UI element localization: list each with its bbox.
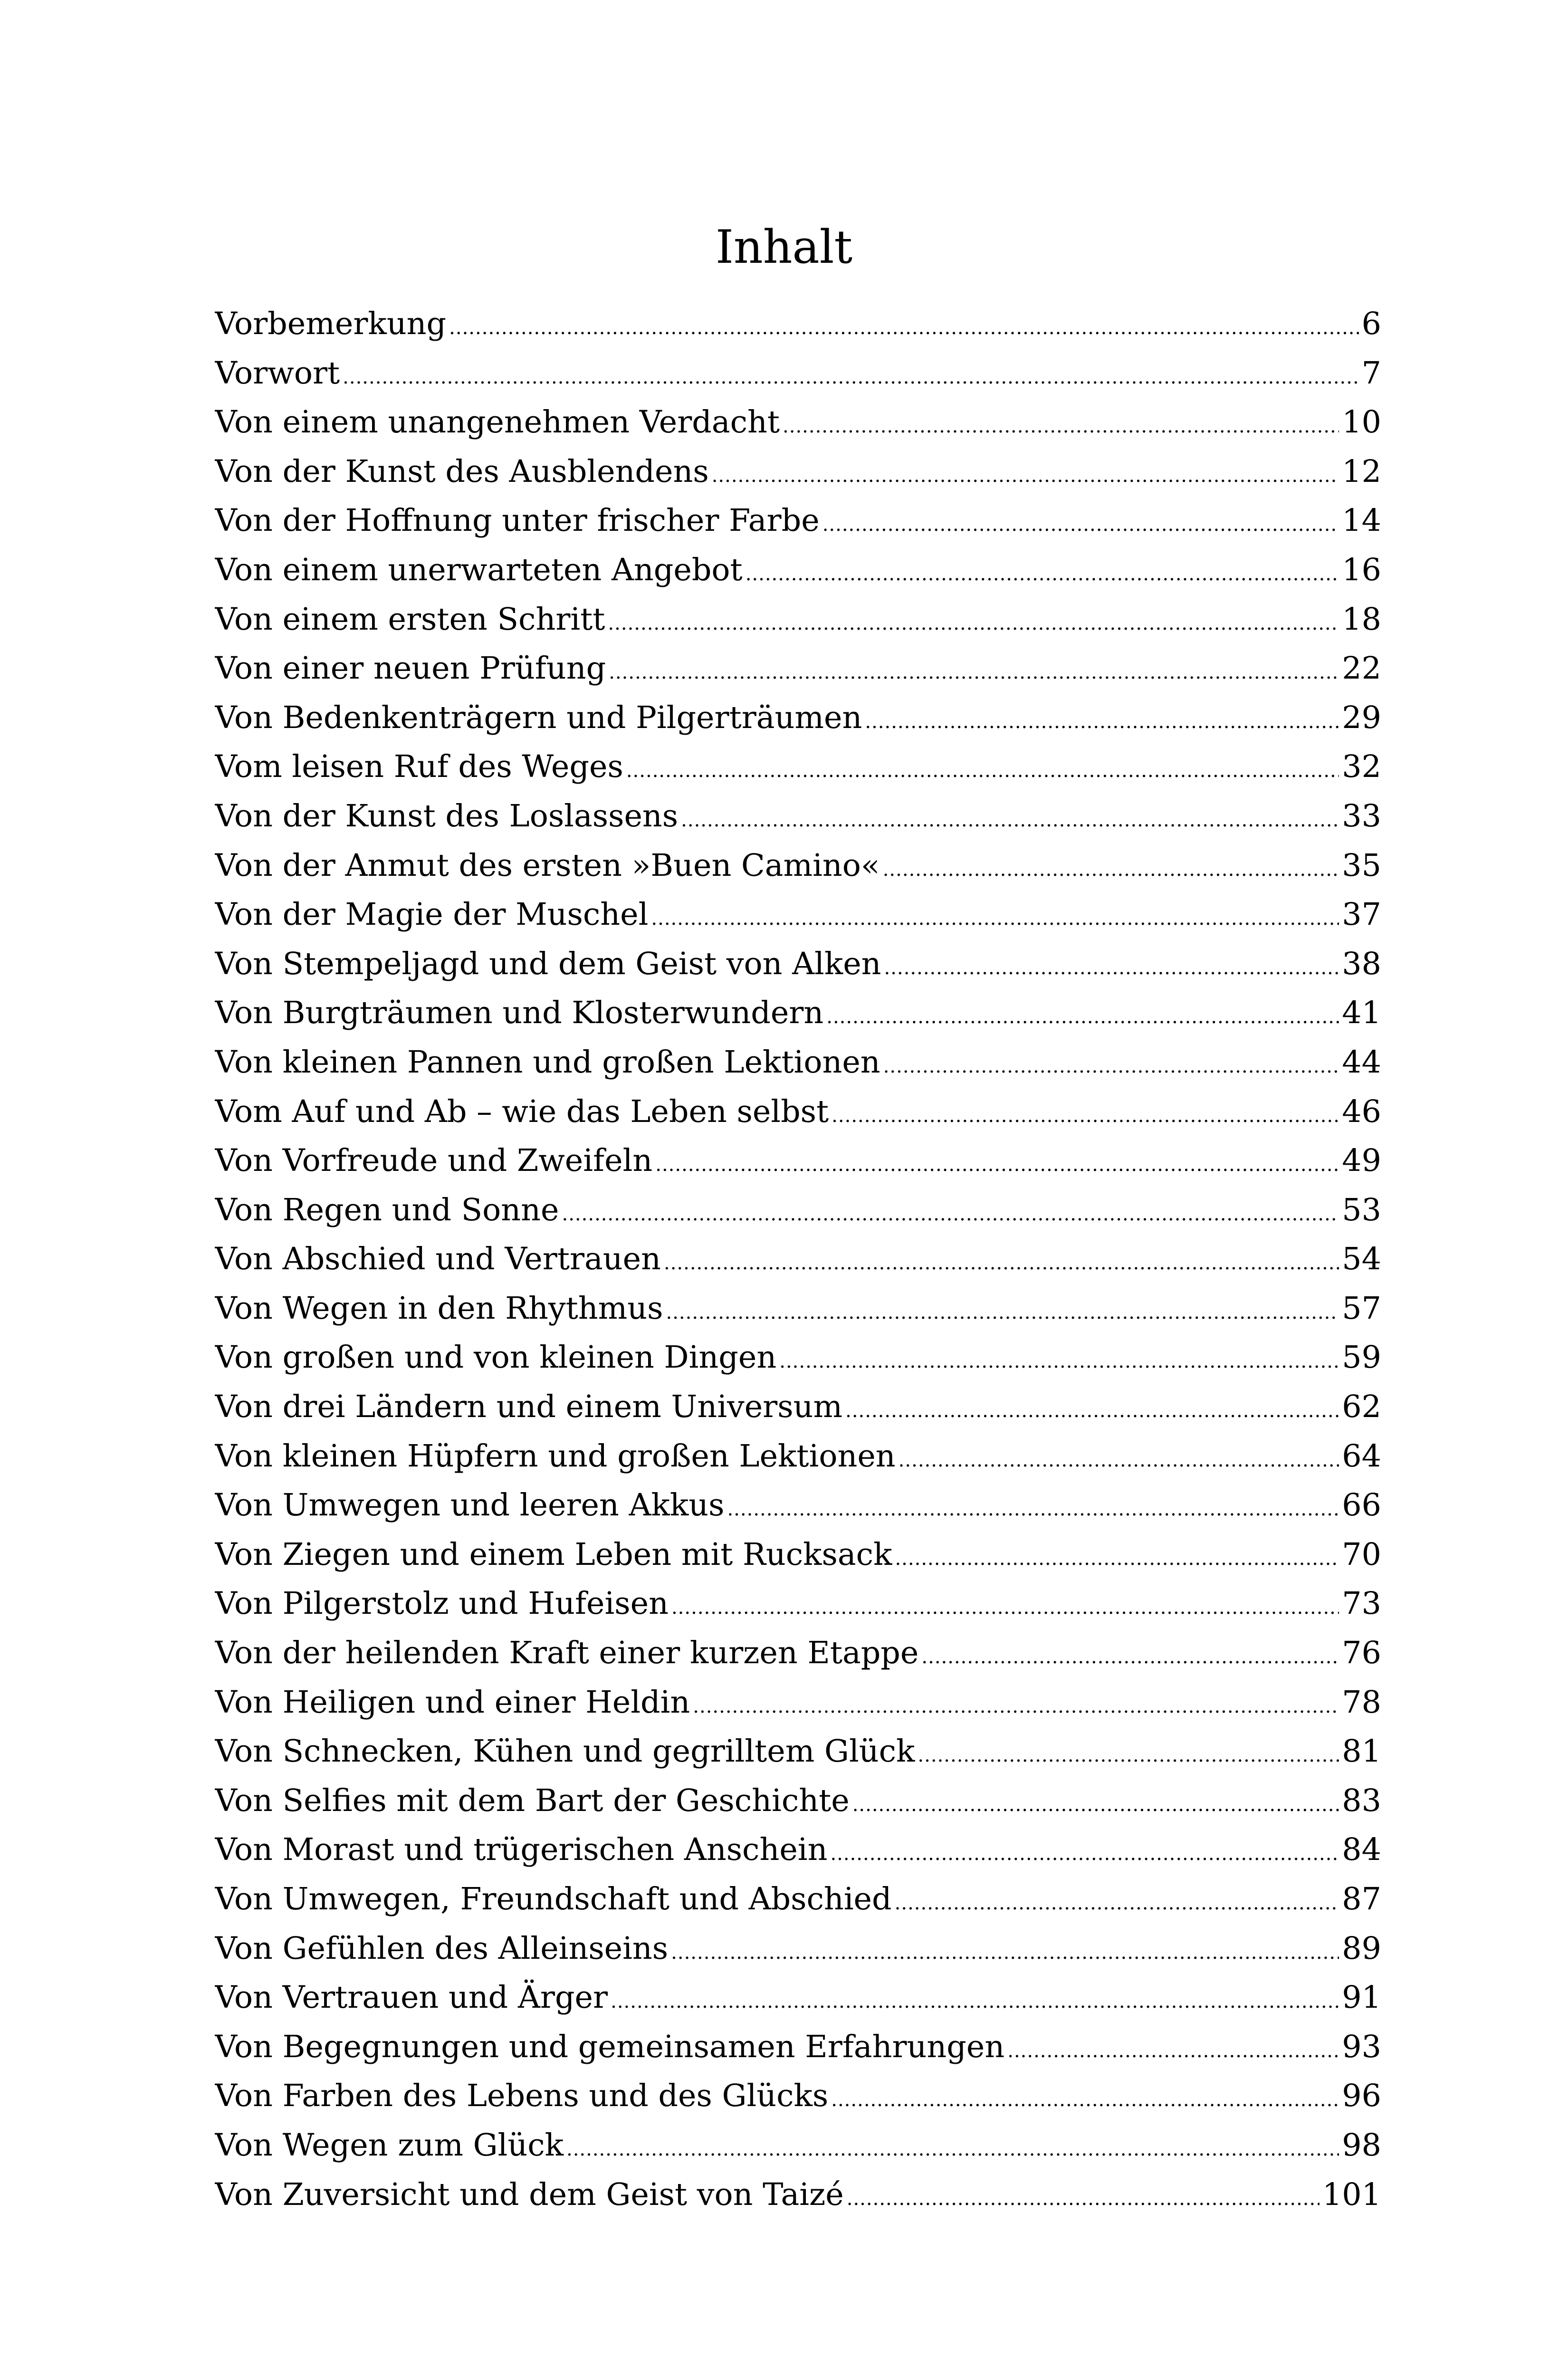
toc-entry-page-number: 32 (1342, 749, 1381, 785)
toc-entry-title: Von Stempeljagd und dem Geist von Alken (215, 946, 881, 982)
toc-entry-page-number: 62 (1342, 1389, 1381, 1425)
toc-dot-leader (822, 500, 1339, 546)
toc-entry[interactable] (215, 988, 1381, 1038)
toc-dot-leader (918, 1731, 1339, 1776)
toc-entry[interactable] (215, 1924, 1381, 1974)
toc-entry-title: Von Umwegen und leeren Akkus (215, 1487, 725, 1523)
toc-entry[interactable] (215, 1382, 1381, 1432)
toc-dot-leader (826, 993, 1339, 1038)
toc-entry[interactable] (215, 1186, 1381, 1235)
toc-dot-leader (895, 1879, 1339, 1924)
toc-entry-page-number: 33 (1342, 798, 1381, 834)
toc-entry-title: Vom leisen Ruf des Weges (215, 749, 623, 785)
toc-dot-leader (830, 1830, 1339, 1875)
toc-dot-leader (343, 353, 1358, 398)
toc-dot-leader (651, 894, 1339, 939)
toc-entry-page-number: 38 (1342, 946, 1381, 982)
toc-dot-leader (865, 698, 1339, 743)
toc-entry[interactable] (215, 693, 1381, 743)
toc-entry[interactable] (215, 398, 1381, 447)
toc-entry-title: Vom Auf und Ab – wie das Leben selbst (215, 1093, 829, 1130)
toc-entry-page-number: 83 (1342, 1782, 1381, 1819)
toc-entry-title: Von einem unerwarteten Angebot (215, 552, 743, 588)
toc-entry-title: Von Burgträumen und Klosterwundern (215, 995, 824, 1031)
toc-entry-title: Von Abschied und Vertrauen (215, 1241, 661, 1277)
toc-entry[interactable] (215, 1629, 1381, 1678)
toc-entry-page-number: 22 (1342, 651, 1381, 687)
toc-dot-leader (832, 1092, 1339, 1137)
toc-entry-page-number: 76 (1342, 1635, 1381, 1671)
toc-entry-title: Von Vorfreude und Zweifeln (215, 1143, 653, 1179)
toc-entry-title: Von Vertrauen und Ärger (215, 1980, 608, 2016)
toc-entry[interactable] (215, 1530, 1381, 1580)
toc-dot-leader (895, 1534, 1339, 1580)
toc-entry-title: Von einer neuen Prüfung (215, 651, 606, 687)
toc-entry-page-number: 53 (1342, 1192, 1381, 1228)
toc-dot-leader (681, 796, 1339, 841)
toc-entry-page-number: 66 (1342, 1487, 1381, 1523)
toc-entry-page-number: 12 (1342, 453, 1381, 489)
toc-entry-title: Von Farben des Lebens und des Glücks (215, 2078, 829, 2114)
toc-entry[interactable] (215, 939, 1381, 989)
toc-dot-leader (566, 2125, 1339, 2170)
toc-entry[interactable] (215, 1481, 1381, 1530)
toc-entry-title: Von Bedenkenträgern und Pilgerträumen (215, 699, 862, 736)
toc-entry-title: Von drei Ländern und einem Universum (215, 1389, 843, 1425)
toc-entry-page-number: 16 (1342, 552, 1381, 588)
toc-entry-page-number: 101 (1322, 2176, 1381, 2213)
toc-dot-leader (664, 1239, 1339, 1284)
toc-dot-leader (609, 648, 1339, 693)
toc-entry-page-number: 73 (1342, 1586, 1381, 1622)
toc-entry-page-number: 93 (1342, 2029, 1381, 2065)
toc-entry-title: Von Umwegen, Freundschaft und Abschied (215, 1881, 892, 1917)
toc-entry-page-number: 57 (1342, 1290, 1381, 1326)
toc-entry-page-number: 49 (1342, 1143, 1381, 1179)
toc-entry-page-number: 41 (1342, 995, 1381, 1031)
toc-entry-title: Von der Kunst des Ausblendens (215, 453, 709, 489)
toc-dot-leader (899, 1436, 1339, 1481)
toc-entry-title: Von Begegnungen und gemeinsamen Erfahrungen (215, 2029, 1005, 2065)
toc-entry-title: Von kleinen Hüpfern und großen Lektionen (215, 1438, 896, 1474)
toc-dot-leader (884, 944, 1339, 989)
toc-entry[interactable] (215, 792, 1381, 841)
toc-entry-page-number: 59 (1342, 1340, 1381, 1376)
toc-entry[interactable] (215, 447, 1381, 497)
toc-entry[interactable] (215, 1973, 1381, 2022)
toc-entry-page-number: 18 (1342, 601, 1381, 637)
toc-dot-leader (831, 2076, 1339, 2121)
toc-entry[interactable] (215, 1678, 1381, 1727)
toc-entry[interactable] (215, 890, 1381, 939)
toc-entry-page-number: 89 (1342, 1930, 1381, 1966)
toc-dot-leader (852, 1781, 1339, 1826)
toc-entry-title: Von einem unangenehmen Verdacht (215, 404, 780, 441)
toc-entry[interactable] (215, 1727, 1381, 1776)
toc-dot-leader (449, 304, 1358, 349)
toc-entry-title: Von Gefühlen des Alleinseins (215, 1930, 669, 1966)
toc-entry-page-number: 70 (1342, 1536, 1381, 1572)
toc-entry[interactable] (215, 1038, 1381, 1087)
toc-entry-title: Von Zuversicht und dem Geist von Taizé (215, 2176, 844, 2213)
toc-dot-leader (847, 2175, 1319, 2220)
toc-entry-page-number: 44 (1342, 1044, 1381, 1080)
toc-entry[interactable] (215, 1432, 1381, 1481)
toc-dot-leader (712, 451, 1339, 497)
toc-dot-leader (845, 1387, 1339, 1432)
toc-entry-title: Von der Hoffnung unter frischer Farbe (215, 503, 820, 539)
toc-entry[interactable] (215, 1087, 1381, 1137)
toc-dot-leader (671, 1583, 1339, 1629)
toc-dot-leader (608, 599, 1339, 644)
toc-entry[interactable] (215, 841, 1381, 891)
toc-entry-page-number: 46 (1342, 1093, 1381, 1130)
toc-entry-title: Von Pilgerstolz und Hufeisen (215, 1586, 669, 1622)
toc-entry-title: Von Regen und Sonne (215, 1192, 559, 1228)
toc-dot-leader (783, 402, 1339, 447)
toc-entry-title: Von der Magie der Muschel (215, 897, 649, 933)
toc-dot-leader (779, 1337, 1339, 1382)
toc-entry[interactable] (215, 2071, 1381, 2121)
toc-entry[interactable] (215, 496, 1381, 546)
toc-dot-leader (883, 1042, 1339, 1087)
toc-entry-page-number: 78 (1342, 1684, 1381, 1720)
toc-dot-leader (562, 1190, 1339, 1235)
toc-entry-page-number: 14 (1342, 503, 1381, 539)
toc-entry[interactable] (215, 1333, 1381, 1382)
toc-entry-page-number: 96 (1342, 2078, 1381, 2114)
toc-entry[interactable] (215, 1875, 1381, 1924)
toc-entry[interactable] (215, 1776, 1381, 1826)
toc-entry[interactable] (215, 2121, 1381, 2170)
toc-dot-leader (666, 1288, 1339, 1333)
toc-entry-page-number: 35 (1342, 847, 1381, 883)
toc-dot-leader (746, 550, 1339, 595)
toc-dot-leader (727, 1485, 1339, 1530)
toc-entry[interactable] (215, 595, 1381, 644)
toc-entry-title: Von Ziegen und einem Leben mit Rucksack (215, 1536, 892, 1572)
toc-entry[interactable] (215, 546, 1381, 595)
toc-entry-title: Von einem ersten Schritt (215, 601, 605, 637)
toc-entry[interactable] (215, 1136, 1381, 1186)
toc-entry-page-number: 7 (1361, 355, 1381, 391)
toc-entry-page-number: 54 (1342, 1241, 1381, 1277)
toc-entry-title: Von Heiligen und einer Heldin (215, 1684, 690, 1720)
toc-entry-title: Von Wegen in den Rhythmus (215, 1290, 663, 1326)
toc-entry-page-number: 87 (1342, 1881, 1381, 1917)
toc-entry[interactable] (215, 742, 1381, 792)
table-of-contents (215, 299, 1381, 2219)
toc-entry-page-number: 81 (1342, 1734, 1381, 1770)
toc-entry-page-number: 6 (1361, 306, 1381, 342)
toc-dot-leader (883, 845, 1339, 891)
toc-entry-title: Von Schnecken, Kühen und gegrilltem Glück (215, 1734, 915, 1770)
toc-entry-title: Von kleinen Pannen und großen Lektionen (215, 1044, 880, 1080)
toc-entry-title: Von der Kunst des Loslassens (215, 798, 679, 834)
toc-entry-title: Vorbemerkung (215, 306, 447, 342)
toc-entry-title: Von Morast und trügerischen Anschein (215, 1832, 828, 1868)
toc-entry-title: Von großen und von kleinen Dingen (215, 1340, 777, 1376)
toc-dot-leader (626, 747, 1339, 792)
toc-entry[interactable] (215, 1825, 1381, 1875)
toc-dot-leader (671, 1928, 1339, 1974)
toc-entry-page-number: 98 (1342, 2127, 1381, 2163)
toc-entry-page-number: 10 (1342, 404, 1381, 441)
toc-entry-page-number: 91 (1342, 1980, 1381, 2016)
toc-dot-leader (693, 1682, 1339, 1727)
toc-entry-page-number: 37 (1342, 897, 1381, 933)
toc-dot-leader (611, 1977, 1339, 2022)
toc-entry-page-number: 29 (1342, 699, 1381, 736)
toc-entry[interactable] (215, 1235, 1381, 1284)
toc-dot-leader (921, 1633, 1339, 1678)
toc-entry[interactable] (215, 1579, 1381, 1629)
toc-entry-title: Von der Anmut des ersten »Buen Camino« (215, 847, 880, 883)
toc-entry-page-number: 84 (1342, 1832, 1381, 1868)
toc-entry-title: Von Selfies mit dem Bart der Geschichte (215, 1782, 850, 1819)
toc-entry-title: Vorwort (215, 355, 340, 391)
toc-entry-title: Von Wegen zum Glück (215, 2127, 564, 2163)
toc-entry[interactable] (215, 2170, 1381, 2220)
toc-dot-leader (1007, 2027, 1339, 2072)
toc-dot-leader (655, 1140, 1339, 1186)
toc-entry-title: Von der heilenden Kraft einer kurzen Etappe (215, 1635, 919, 1671)
toc-heading: Inhalt (715, 220, 853, 274)
toc-entry[interactable] (215, 299, 1381, 349)
toc-entry[interactable] (215, 2022, 1381, 2072)
toc-entry-page-number: 64 (1342, 1438, 1381, 1474)
toc-entry[interactable] (215, 1284, 1381, 1333)
toc-entry[interactable] (215, 349, 1381, 398)
toc-entry[interactable] (215, 644, 1381, 693)
